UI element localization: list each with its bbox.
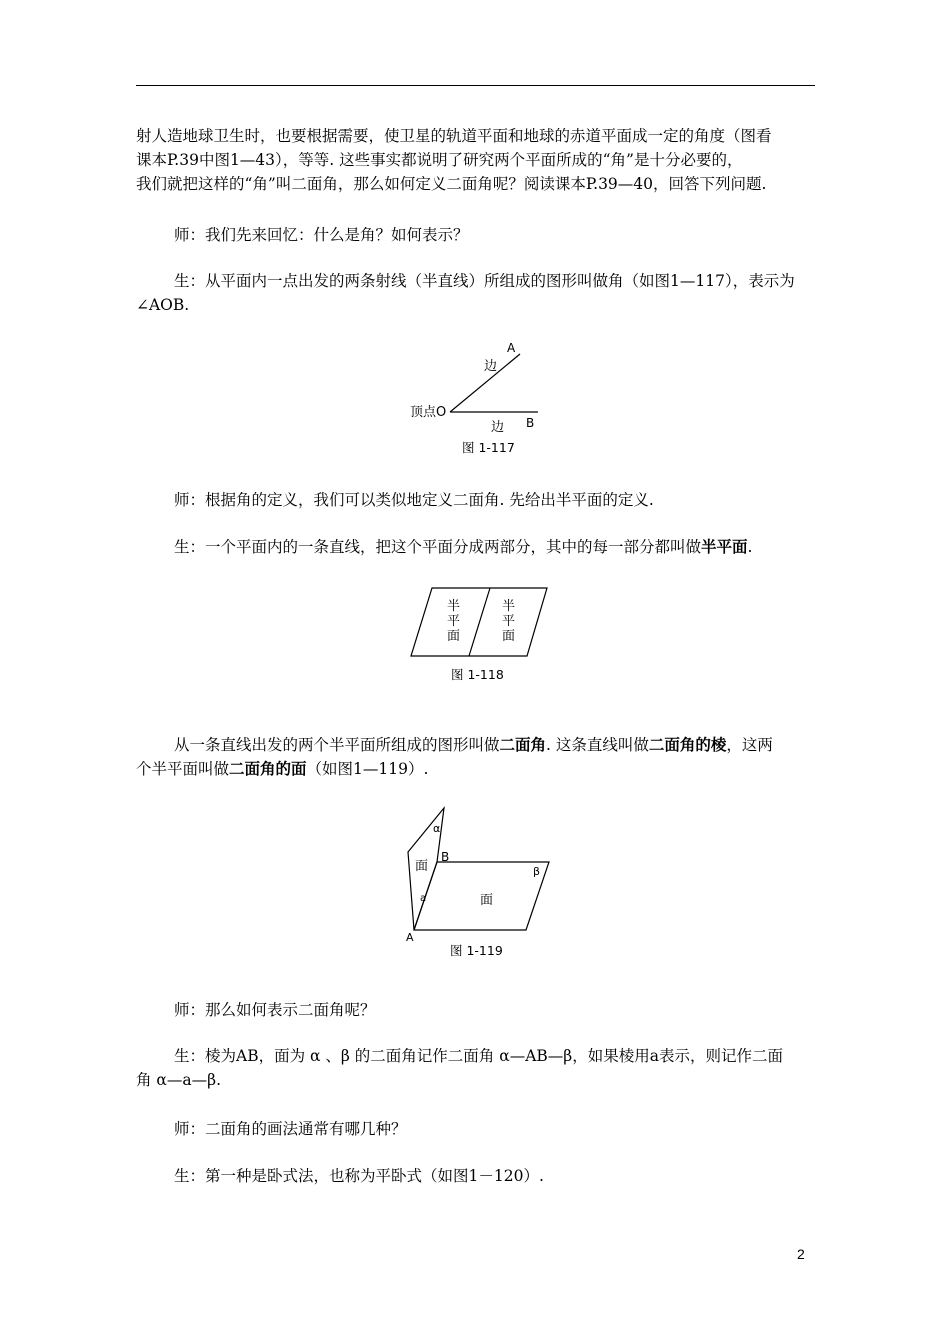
text-line: 角 α—a—β. [136,1071,222,1089]
figure-1-119 [400,800,560,965]
text-line: ∠AOB. [136,296,190,314]
text-line: 生：棱为AB，面为 α 、β 的二面角记作二面角 α—AB—β，如果棱用a表示，则记作二面 [174,1047,783,1065]
paragraph-teacher-drawing: 师：二面角的画法通常有哪几种？ [174,1120,407,1138]
paragraph-teacher-half-plane: 师：根据角的定义，我们可以类似地定义二面角. 先给出半平面的定义. [174,491,654,509]
text-line: 射人造地球卫生时，也要根据需要，使卫星的轨道平面和地球的赤道平面成一定的角度（图看 [136,127,772,145]
text-span: . [747,538,753,556]
label-vertex: 顶点O [410,405,447,420]
alpha-label: α [433,822,441,835]
label-a: A [507,341,516,355]
term-dihedral-angle: 二面角 [499,736,547,754]
dividing-line [469,588,490,656]
paragraph-student-notation [136,1044,820,1092]
text-span: ，这两 [726,736,773,754]
left-char: 半 [447,599,461,614]
text-span: 生：一个平面内的一条直线，把这个平面分成两部分，其中的每一部分都叫做 [174,538,702,556]
paragraph-student-angle-definition [136,269,820,317]
text-span: 从一条直线出发的两个半平面所组成的图形叫做 [174,736,500,754]
paragraph-teacher-notation: 师：那么如何表示二面角呢？ [174,1001,376,1019]
term-dihedral-edge: 二面角的棱 [648,736,727,754]
edge-label-a: a [420,893,427,904]
figure-caption: 图 1-117 [462,440,515,455]
page-number: 2 [797,1246,805,1262]
text-span: 个半平面叫做 [136,760,230,778]
figure-1-118 [405,583,555,688]
text-line: 生：从平面内一点出发的两条射线（半直线）所组成的图形叫做角（如图1—117），表示为 [174,272,795,290]
label-b: B [526,416,535,430]
text-line [136,757,820,781]
text-line: 我们就把这样的“角”叫二面角，那么如何定义二面角呢？阅读课本P.39—40，回答下列问题. [136,175,767,193]
text-line [136,733,820,757]
paragraph-student-half-plane [136,535,820,559]
label-edge-bottom: 边 [491,420,505,435]
label-a: A [406,931,414,944]
beta-label: β [533,865,541,878]
header-rule [136,85,815,86]
right-char: 面 [502,629,516,644]
paragraph-student-drawing: 生：第一种是卧式法，也称为平卧式（如图1－120）. [174,1167,544,1185]
face-left-label: 面 [415,859,429,874]
text-line: 课本P.39中图1—43），等等. 这些事实都说明了研究两个平面所成的“角”是十分必要的， [136,151,743,169]
text-span: . 这条直线叫做 [546,736,649,754]
right-char: 平 [502,614,516,629]
term-half-plane: 半平面 [701,538,748,556]
label-b: B [441,850,450,864]
right-char: 半 [502,599,516,614]
figure-caption: 图 1-119 [450,943,503,958]
face-right-label: 面 [480,893,494,908]
left-char: 平 [447,614,461,629]
paragraph-dihedral-definition [136,733,820,781]
paragraph-intro [136,124,820,196]
paragraph-teacher-question-angle: 师：我们先来回忆：什么是角？如何表示？ [174,226,469,244]
text-span: （如图1—119）. [306,760,429,778]
label-edge-top: 边 [484,359,498,374]
term-dihedral-face: 二面角的面 [229,760,307,778]
left-char: 面 [447,629,461,644]
figure-1-117 [405,338,550,463]
figure-caption: 图 1-118 [451,667,504,682]
